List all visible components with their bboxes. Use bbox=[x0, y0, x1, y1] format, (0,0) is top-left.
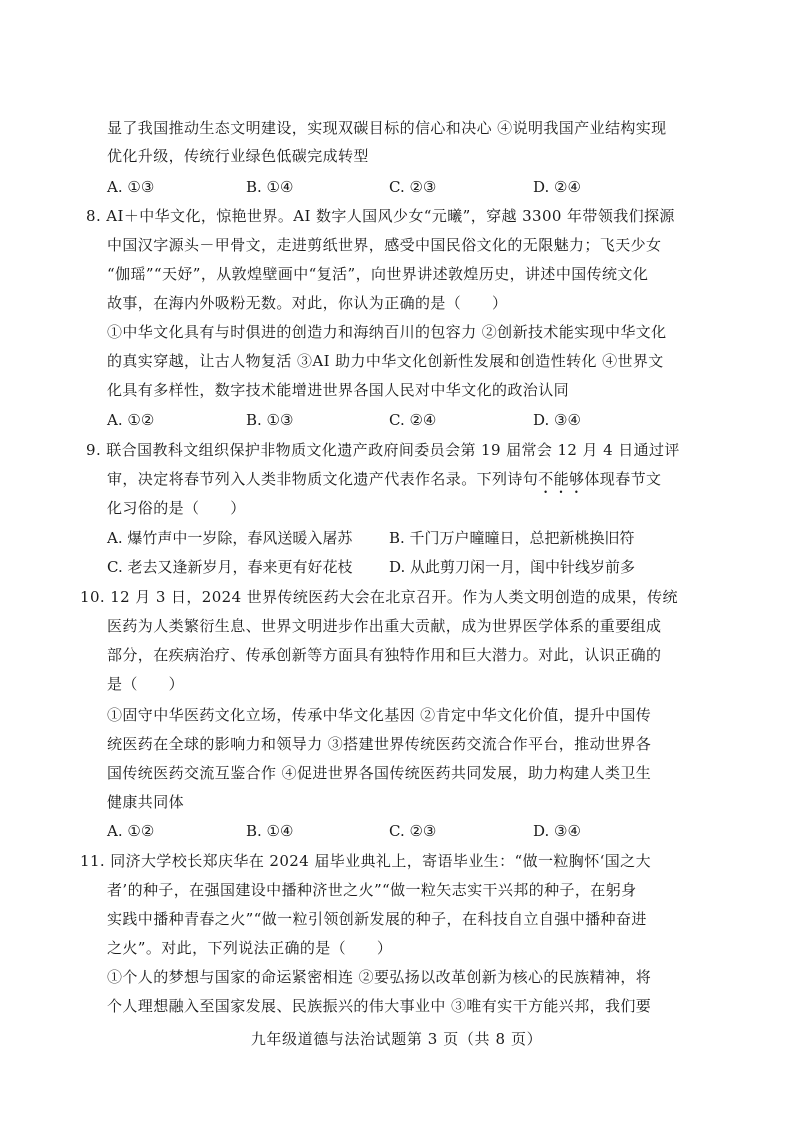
q10-statement-line: 统医药在全球的影响力和领导力 ③搭建世界传统医药交流合作平台，推动世界各 bbox=[107, 735, 652, 753]
q9-stem-line bbox=[107, 469, 661, 497]
q7-option-c: C. ②③ bbox=[389, 178, 437, 196]
q8-option-d: D. ③④ bbox=[533, 411, 581, 429]
q10-stem-line: 是（ ） bbox=[107, 675, 185, 693]
q10-statement-line: 国传统医药交流互鉴合作 ④促进世界各国传统医药共同发展，助力构建人类卫生 bbox=[107, 764, 652, 782]
q7-text-line: 显了我国推动生态文明建设，实现双碳目标的信心和决心 ④说明我国产业结构实现 bbox=[107, 119, 667, 137]
q7-option-d: D. ②④ bbox=[533, 178, 581, 196]
q10-stem-line: 10. 12 月 3 日，2024 世界传统医药大会在北京召开。作为人类文明创造的成果，传统 bbox=[80, 588, 678, 606]
q10-statement-line: ①固守中华医药文化立场，传承中华文化基因 ②肯定中华文化价值，提升中国传 bbox=[107, 706, 652, 724]
q10-stem-line: 医药为人类繁衍生息、世界文明进步作出重大贡献，成为世界医学体系的重要组成 bbox=[107, 617, 662, 635]
q8-option-b: B. ①③ bbox=[246, 411, 294, 429]
q8-stem-line: 中国汉字源头－甲骨文，走进剪纸世界，感受中国民俗文化的无限魅力；飞天少女 bbox=[107, 236, 662, 254]
q8-statement-line: 的真实穿越，让古人物复活 ③AI 助力中华文化创新性发展和创造性转化 ④世界文 bbox=[107, 352, 664, 370]
q9-emphasized-negation: 不能够 bbox=[538, 470, 585, 488]
q7-option-a: A. ①③ bbox=[107, 178, 155, 196]
q10-stem-line: 部分，在疾病治疗、传承创新等方面具有独特作用和巨大潜力。对此，认识正确的 bbox=[107, 646, 662, 664]
q9-option-b: B. 千门万户曈曈日，总把新桃换旧符 bbox=[389, 529, 635, 547]
q7-option-b: B. ①④ bbox=[246, 178, 294, 196]
q9-stem-text: 体现春节文 bbox=[584, 470, 662, 488]
q8-option-c: C. ②④ bbox=[389, 411, 437, 429]
q8-option-a: A. ①② bbox=[107, 411, 155, 429]
q11-stem-line: 实践中播种青春之火”“做一粒引领创新发展的种子，在科技自立自强中播种奋进 bbox=[107, 910, 647, 928]
q10-option-a: A. ①② bbox=[107, 822, 155, 840]
q11-statement-line: 个人理想融入至国家发展、民族振兴的伟大事业中 ③唯有实干方能兴邦，我们要 bbox=[107, 997, 652, 1015]
q9-stem-text: 审，决定将春节列入人类非物质文化遗产代表作名录。下列诗句 bbox=[107, 470, 539, 488]
q11-stem-line: 之火”。对此，下列说法正确的是（ ） bbox=[107, 939, 393, 957]
q11-stem-line: 者’的种子，在强国建设中播种济世之火”“做一粒矢志实干兴邦的种子，在躬身 bbox=[107, 881, 637, 899]
q10-statement-line: 健康共同体 bbox=[107, 793, 185, 811]
q8-statement-line: 化具有多样性，数字技术能增进世界各国人民对中华文化的政治认同 bbox=[107, 381, 570, 399]
q9-option-c: C. 老去又逢新岁月，春来更有好花枝 bbox=[107, 558, 353, 576]
q8-statement-line: ①中华文化具有与时俱进的创造力和海纳百川的包容力 ②创新技术能实现中华文化 bbox=[107, 323, 667, 341]
q8-stem-line: “伽瑶”“天妤”，从敦煌壁画中“复活”，向世界讲述敦煌历史，讲述中国传统文化 bbox=[107, 265, 649, 283]
q7-text-line: 优化升级，传统行业绿色低碳完成转型 bbox=[107, 147, 369, 165]
q9-option-d: D. 从此剪刀闲一月，闺中针线岁前多 bbox=[389, 558, 636, 576]
q8-stem-line: 故事，在海内外吸粉无数。对此，你认为正确的是（ ） bbox=[107, 294, 508, 312]
q10-option-c: C. ②③ bbox=[389, 822, 437, 840]
page-footer: 九年级道德与法治试题第 3 页（共 8 页） bbox=[250, 1030, 543, 1048]
q8-stem-line: 8. AI＋中华文化，惊艳世界。AI 数字人国风少女“元曦”，穿越 3300 年带领我们探源 bbox=[86, 207, 675, 225]
q9-stem-line: 9. 联合国教科文组织保护非物质文化遗产政府间委员会第 19 届常会 12 月 4 日通过评 bbox=[86, 441, 680, 459]
q10-option-b: B. ①④ bbox=[246, 822, 294, 840]
q11-stem-line: 11. 同济大学校长郑庆华在 2024 届毕业典礼上，寄语毕业生：“做一粒胸怀‘国之大 bbox=[80, 852, 651, 870]
q9-option-a: A. 爆竹声中一岁除，春风送暖入屠苏 bbox=[107, 529, 353, 547]
q10-option-d: D. ③④ bbox=[533, 822, 581, 840]
q11-statement-line: ①个人的梦想与国家的命运紧密相连 ②要弘扬以改革创新为核心的民族精神，将 bbox=[107, 968, 652, 986]
q9-stem-line: 化习俗的是（ ） bbox=[107, 499, 246, 517]
